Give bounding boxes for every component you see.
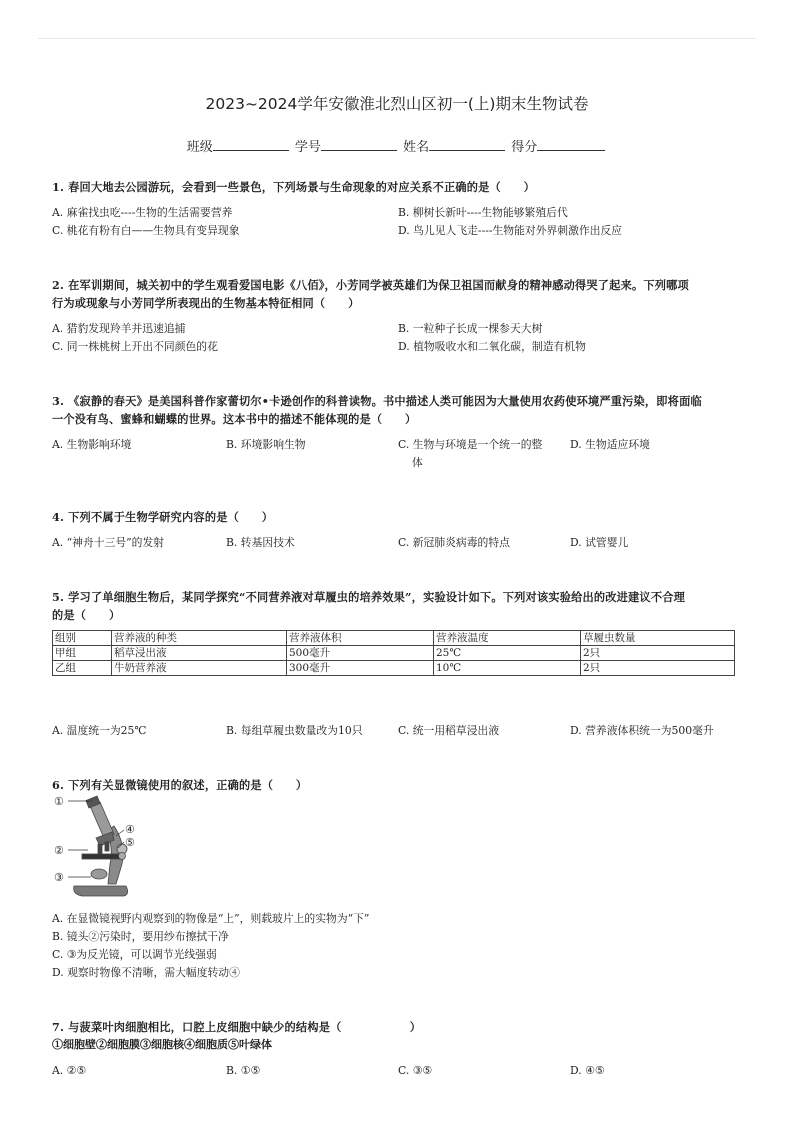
microscope-diagram xyxy=(52,794,152,902)
table-cell: 甲组 xyxy=(53,646,112,661)
q3-option-a[interactable]: A. 生物影响环境 xyxy=(52,438,132,451)
q2-option-d[interactable]: D. 植物吸收水和二氧化碳，制造有机物 xyxy=(398,340,586,353)
q4-option-b[interactable]: B. 转基因技术 xyxy=(226,536,295,549)
experiment-table xyxy=(52,630,735,676)
table-cell: 10℃ xyxy=(434,661,581,676)
table-cell: 2只 xyxy=(581,661,735,676)
question-1-stem: 1. 春回大地去公园游玩，会看到一些景色，下列场景与生命现象的对应关系不正确的是（ ） xyxy=(52,180,536,194)
question-7 xyxy=(52,1018,742,1054)
q5-option-a[interactable]: A. 温度统一为25℃ xyxy=(52,724,147,737)
q1-option-d[interactable]: D. 鸟儿见人飞走----生物能对外界刺激作出反应 xyxy=(398,224,623,237)
class-blank[interactable] xyxy=(213,138,289,151)
q6-option-a[interactable]: A. 在显微镜视野内观察到的物像是“上”，则载玻片上的实物为“下” xyxy=(52,912,370,925)
q7-option-d[interactable]: D. ④⑤ xyxy=(570,1064,605,1077)
question-3-stem-line1: 3. 《寂静的春天》是美国科普作家蕾切尔•卡逊创作的科普读物。书中描述人类可能因为大量使用农药使环境严重污染，即将面临 xyxy=(52,394,702,408)
table-row xyxy=(53,646,735,661)
q3-option-b[interactable]: B. 环境影响生物 xyxy=(226,438,306,451)
score-blank[interactable] xyxy=(537,138,605,151)
q1-option-a[interactable]: A. 麻雀找虫吃----生物的生活需要营养 xyxy=(52,206,233,219)
q5-option-b[interactable]: B. 每组草履虫数量改为10只 xyxy=(226,724,363,737)
q6-option-d[interactable]: D. 观察时物像不清晰，需大幅度转动④ xyxy=(52,966,240,979)
q7-option-b[interactable]: B. ①⑤ xyxy=(226,1064,261,1077)
score-label: 得分 xyxy=(511,140,538,155)
table-header-cell: 营养液体积 xyxy=(287,631,434,646)
table-row xyxy=(53,661,735,676)
question-2-stem-line2: 行为或现象与小芳同学所表现出的生物基本特征相同（ ） xyxy=(52,296,360,310)
table-cell: 300毫升 xyxy=(287,661,434,676)
question-5-stem-line2: 的是（ ） xyxy=(52,608,121,622)
page-title: 2023~2024学年安徽淮北烈山区初一(上)期末生物试卷 xyxy=(205,95,589,113)
q4-option-c[interactable]: C. 新冠肺炎病毒的特点 xyxy=(398,536,510,549)
q3-option-c-line2: 体 xyxy=(412,456,423,469)
q2-option-b[interactable]: B. 一粒种子长成一棵参天大树 xyxy=(398,322,543,335)
table-header-cell: 草履虫数量 xyxy=(581,631,735,646)
question-5-stem-line1: 5. 学习了单细胞生物后，某同学探究“不同营养液对草履虫的培养效果”，实验设计如下。下列对该实验给出的改进建议不合理 xyxy=(52,590,685,604)
table-cell: 乙组 xyxy=(53,661,112,676)
microscope-label-5: ⑤ xyxy=(125,836,135,849)
table-cell: 25℃ xyxy=(434,646,581,661)
q5-option-c[interactable]: C. 统一用稻草浸出液 xyxy=(398,724,500,737)
q7-option-c[interactable]: C. ③⑤ xyxy=(398,1064,433,1077)
q4-option-a[interactable]: A. “神舟十三号”的发射 xyxy=(52,536,165,549)
question-4-stem: 4. 下列不属于生物学研究内容的是（ ） xyxy=(52,510,274,524)
microscope-label-2: ② xyxy=(54,844,64,857)
q2-option-c[interactable]: C. 同一株桃树上开出不同颜色的花 xyxy=(52,340,218,353)
table-header-cell: 营养液温度 xyxy=(434,631,581,646)
table-cell: 牛奶营养液 xyxy=(112,661,287,676)
question-4 xyxy=(52,508,742,526)
question-6 xyxy=(52,776,742,794)
question-6-stem: 6. 下列有关显微镜使用的叙述，正确的是（ ） xyxy=(52,778,308,792)
q5-option-d[interactable]: D. 营养液体积统一为500毫升 xyxy=(570,724,714,737)
table-cell: 2只 xyxy=(581,646,735,661)
q3-option-d[interactable]: D. 生物适应环境 xyxy=(570,438,650,451)
q3-option-c[interactable] xyxy=(398,436,542,472)
q1-option-b[interactable]: B. 柳树长新叶----生物能够繁殖后代 xyxy=(398,206,568,219)
table-header-cell: 营养液的种类 xyxy=(112,631,287,646)
question-1 xyxy=(52,178,742,196)
q4-option-d[interactable]: D. 试管婴儿 xyxy=(570,536,629,549)
question-7-structures: ①细胞壁②细胞膜③细胞核④细胞质⑤叶绿体 xyxy=(52,1038,272,1051)
question-5 xyxy=(52,588,742,624)
q2-option-a[interactable]: A. 猎豹发现羚羊并迅速追捕 xyxy=(52,322,186,335)
name-blank[interactable] xyxy=(429,138,505,151)
question-7-stem: 7. 与菠菜叶肉细胞相比，口腔上皮细胞中缺少的结构是（ ） xyxy=(52,1020,422,1034)
question-2-stem-line1: 2. 在军训期间，城关初中的学生观看爱国电影《八佰》，小芳同学被英雄们为保卫祖国而献身的精神感动得哭了起来。下列哪项 xyxy=(52,278,689,292)
question-2 xyxy=(52,276,742,312)
q7-option-a[interactable]: A. ②⑤ xyxy=(52,1064,87,1077)
q3-option-c-line1: C. 生物与环境是一个统一的整 xyxy=(398,438,543,451)
microscope-label-3: ③ xyxy=(54,871,64,884)
table-cell: 500毫升 xyxy=(287,646,434,661)
class-label: 班级 xyxy=(186,140,213,155)
q6-option-c[interactable]: C. ③为反光镜，可以调节光线强弱 xyxy=(52,948,217,961)
student-info-line xyxy=(0,136,794,155)
question-3-stem-line2: 一个没有鸟、蜜蜂和蝴蝶的世界。这本书中的描述不能体现的是（ ） xyxy=(52,412,417,426)
header-rule xyxy=(38,38,756,39)
question-3 xyxy=(52,392,742,428)
table-cell: 稻草浸出液 xyxy=(112,646,287,661)
table-header-row xyxy=(53,631,735,646)
table-header-cell: 组别 xyxy=(53,631,112,646)
name-label: 姓名 xyxy=(403,140,430,155)
number-label: 学号 xyxy=(294,140,321,155)
q6-option-b[interactable]: B. 镜头②污染时，要用纱布擦拭干净 xyxy=(52,930,229,943)
microscope-label-4: ④ xyxy=(125,823,135,836)
q1-option-c[interactable]: C. 桃花有粉有白——生物具有变异现象 xyxy=(52,224,240,237)
number-blank[interactable] xyxy=(321,138,397,151)
microscope-label-1: ① xyxy=(54,795,64,808)
